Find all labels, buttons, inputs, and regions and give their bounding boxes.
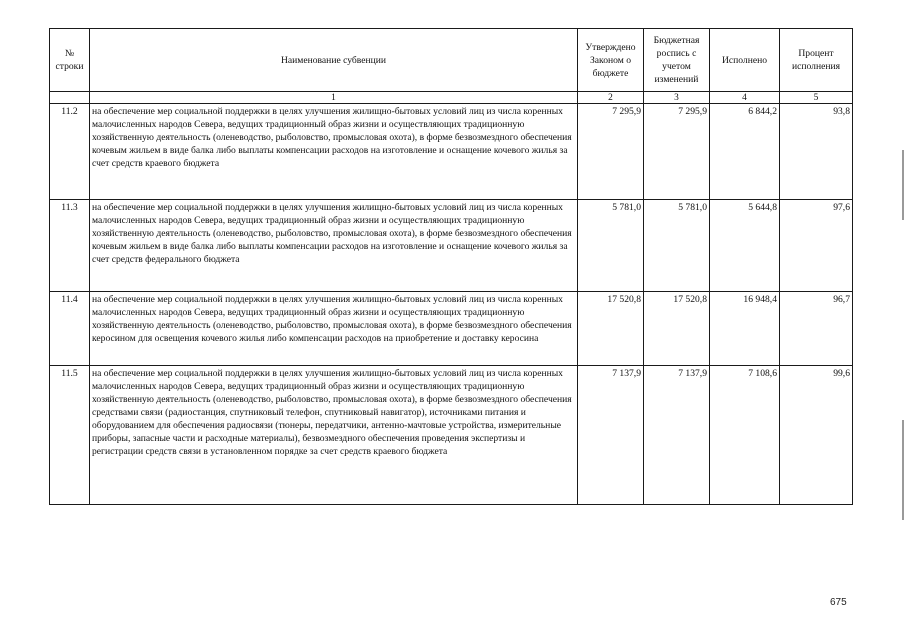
approved-value: 5 781,0	[578, 200, 644, 292]
row-number: 11.2	[50, 104, 90, 200]
column-number: 5	[780, 92, 853, 104]
table-row	[50, 292, 853, 366]
row-number: 11.4	[50, 292, 90, 366]
subvention-name: на обеспечение мер социальной поддержки в целях улучшения жилищно-бытовых условий лиц из числа коренных малочисленных народов Севера, ведущих традиционный образ жизни и осуществляющих традиционную хозяйственную деятельность (оленеводство, рыболовство, промысловая охота), в форме безвозмездного обеспечения керосином для освещения кочевого жилья либо компенсации расходов на приобретение и доставку керосина	[90, 292, 578, 366]
column-number: 4	[710, 92, 780, 104]
subvention-name: на обеспечение мер социальной поддержки в целях улучшения жилищно-бытовых условий лиц из числа коренных малочисленных народов Севера, ведущих традиционный образ жизни и осуществляющих традиционную хозяйственную деятельность (оленеводство, рыболовство, промысловая охота), в форме безвозмездного обеспечения средствами связи (радиостанция, спутниковый телефон, спутниковый навигатор), источниками питания и оборудованием для обеспечения радиосвязи (тюнеры, передатчики, антенно-мачтовые устройства, измерительные приборы, запасные части и расходные материалы), безвозмездного обеспечения проведения экспертизы и регистрации средств связи в установленном порядке за счет средств краевого бюджета	[90, 366, 578, 505]
page-number: 675	[830, 597, 847, 608]
approved-value: 7 137,9	[578, 366, 644, 505]
column-number: 3	[644, 92, 710, 104]
header-name: Наименование субвенции	[90, 29, 578, 92]
subvention-name: на обеспечение мер социальной поддержки в целях улучшения жилищно-бытовых условий лиц из числа коренных малочисленных народов Севера, ведущих традиционный образ жизни и осуществляющих традиционную хозяйственную деятельность (оленеводство, рыболовство, промысловая охота), в форме безвозмездного обеспечения кочевым жильем в виде балка либо выплаты компенсации расходов на изготовление и оснащение кочевого жилья за счет средств краевого бюджета	[90, 104, 578, 200]
subvention-table	[49, 28, 853, 505]
subvention-name: на обеспечение мер социальной поддержки в целях улучшения жилищно-бытовых условий лиц из числа коренных малочисленных народов Севера, ведущих традиционный образ жизни и осуществляющих традиционную хозяйственную деятельность (оленеводство, рыболовство, промысловая охота), в форме безвозмездного обеспечения кочевым жильем в виде балка либо выплаты компенсации расходов на изготовление и оснащение кочевого жилья за счет средств федерального бюджета	[90, 200, 578, 292]
table-row	[50, 200, 853, 292]
table-body	[50, 104, 853, 505]
executed-value: 7 108,6	[710, 366, 780, 505]
column-number-row	[50, 92, 853, 104]
column-number-empty	[50, 92, 90, 104]
percent-value: 97,6	[780, 200, 853, 292]
scan-edge-mark	[902, 150, 904, 220]
header-row-no: № строки	[50, 29, 90, 92]
row-number: 11.3	[50, 200, 90, 292]
budget-list-value: 5 781,0	[644, 200, 710, 292]
executed-value: 16 948,4	[710, 292, 780, 366]
header-row	[50, 29, 853, 92]
table-row	[50, 104, 853, 200]
approved-value: 17 520,8	[578, 292, 644, 366]
percent-value: 93,8	[780, 104, 853, 200]
percent-value: 96,7	[780, 292, 853, 366]
header-approved: Утверждено Законом о бюджете	[578, 29, 644, 92]
header-executed: Исполнено	[710, 29, 780, 92]
executed-value: 6 844,2	[710, 104, 780, 200]
column-number: 2	[578, 92, 644, 104]
scan-edge-mark	[902, 420, 904, 520]
row-number: 11.5	[50, 366, 90, 505]
column-number: 1	[90, 92, 578, 104]
budget-list-value: 17 520,8	[644, 292, 710, 366]
budget-list-value: 7 295,9	[644, 104, 710, 200]
header-budget-list: Бюджетная роспись с учетом изменений	[644, 29, 710, 92]
approved-value: 7 295,9	[578, 104, 644, 200]
table-row	[50, 366, 853, 505]
percent-value: 99,6	[780, 366, 853, 505]
budget-list-value: 7 137,9	[644, 366, 710, 505]
table-header	[50, 29, 853, 104]
executed-value: 5 644,8	[710, 200, 780, 292]
header-percent: Процент исполнения	[780, 29, 853, 92]
